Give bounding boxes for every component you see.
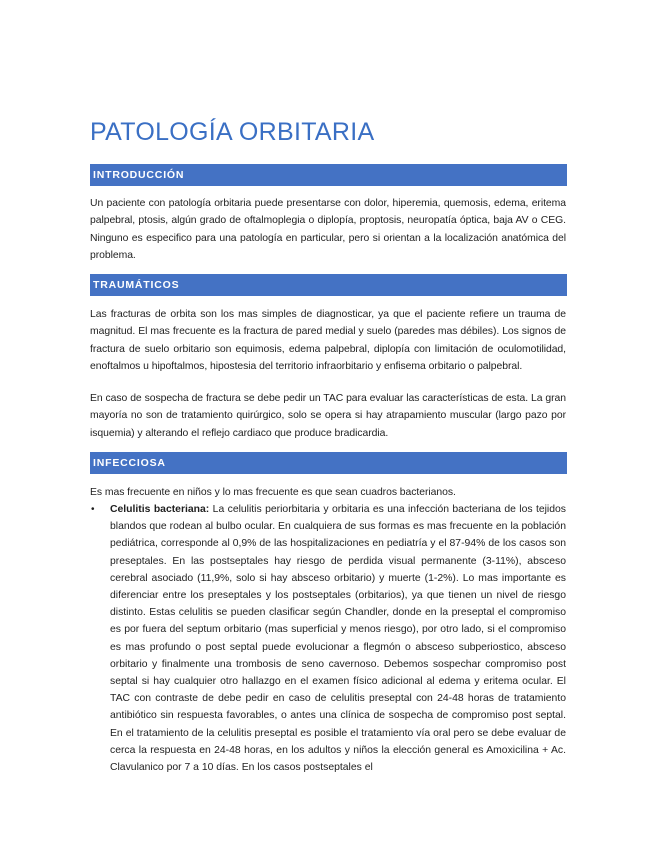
section-heading-infecciosa: INFECCIOSA: [90, 452, 567, 474]
section-heading-introduccion: INTRODUCCIÓN: [90, 164, 567, 186]
page-title: PATOLOGÍA ORBITARIA: [90, 118, 375, 146]
section-heading-traumaticos: TRAUMÁTICOS: [90, 274, 567, 296]
bullet-icon: •: [91, 504, 95, 515]
intro-paragraph: Un paciente con patología orbitaria puede presentarse con dolor, hiperemia, quemosis, edema, eritema palpebral, ptosis, algún grado de oftalmoplegia o diplopía, proptosis, neuropatía óptica, baja AV o CEG. Ninguno es especifico para una patología en particular, pero si orientan a la localización anatómica del problema.: [90, 198, 566, 261]
list-item: [90, 501, 566, 776]
bullet-text: La celulitis periorbitaria y orbitaria es una infección bacteriana de los tejidos blandos que rodean al bulbo ocular. En cualquiera de sus formas es mas frecuente en la población pediátrica, corresponde al 0,9% de las hospitalizaciones en pediatría y el 87-94% de los casos son preseptales. En las postseptales hay riesgo de perdida visual permanente (3-11%), absceso cerebral asociado (11,9%, solo si hay absceso orbitario) y muerte (1-2%). Lo mas importante es diferenciar entre los preseptales y los postseptales (orbitarios), ya que tienen un nivel de riesgo distinto. Estas celulitis se pueden clasificar según Chandler, donde en la preseptal el compromiso es por fuera del septum orbitario (mas superficial y menos riesgo), por otro lado, si el compromiso es mas profundo o post septal puede evolucionar a flegmón o absceso subperiostico, absceso orbitario y finalmente una trombosis de seno cavernoso. Debemos sospechar compromiso post septal si hay cualquier otro hallazgo en el examen físico adicional al edema y eritema ocular. El TAC con contraste de debe pedir en caso de celulitis preseptal con 24-48 horas de tratamiento antibiótico sin respuesta favorables, o antes una clínica de sospecha de compromiso post septal. En el tratamiento de la celulitis preseptal es posible el tratamiento vía oral pero se debe evaluar de cerca la respuesta en 24-48 horas, en los adultos y niños la elección general es Amoxicilina + Ac. Clavulanico por 7 a 10 días. En los casos postseptales el: [110, 504, 566, 774]
trauma-paragraph-2: En caso de sospecha de fractura se debe pedir un TAC para evaluar las características de esta. La gran mayoría no son de tratamiento quirúrgico, solo se opera si hay atrapamiento muscular (largo pazo por isquemia) y alterando el reflejo cardiaco que produce bradicardia.: [90, 393, 566, 439]
trauma-paragraph-1: Las fracturas de orbita son los mas simples de diagnosticar, ya que el paciente refiere un trauma de magnitud. El mas frecuente es la fractura de pared medial y suelo (paredes mas débiles). Los signos de fractura de suelo orbitario son equimosis, edema palpebral, diplopía con limitación de oculomotilidad, enoftalmos u hipoftalmos, hipostesia del territorio infraorbitario y enfisema orbitario o palpebral.: [90, 309, 566, 372]
bullet-body: [110, 501, 566, 776]
infect-intro-paragraph: Es mas frecuente en niños y lo mas frecuente es que sean cuadros bacterianos.: [90, 487, 456, 498]
bullet-label: Celulitis bacteriana:: [110, 504, 210, 515]
